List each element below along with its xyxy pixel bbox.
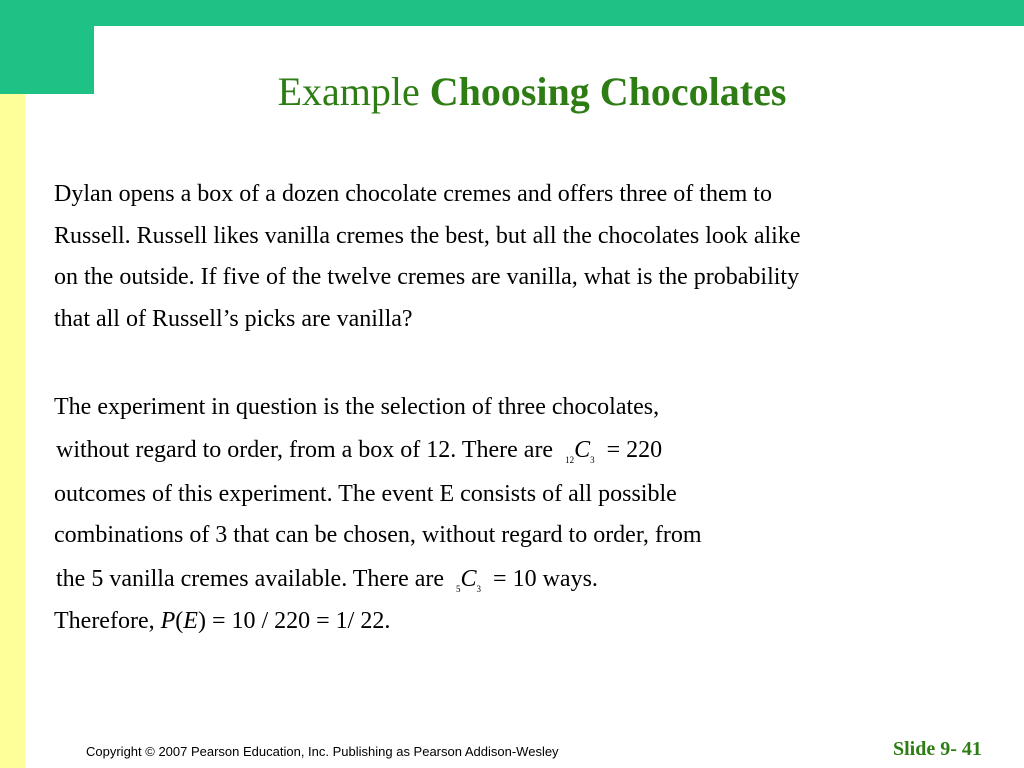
paren-close: ) [197, 608, 206, 634]
problem-line: Russell. Russell likes vanilla cremes the best, but all the chocolates look alike [54, 222, 801, 249]
probability-p: P [160, 608, 176, 634]
problem-paragraph [54, 174, 801, 340]
event-e: E [183, 608, 198, 634]
copyright-notice: Copyright © 2007 Pearson Education, Inc. Publishing as Pearson Addison-Wesley [86, 744, 559, 759]
solution-line-5-text: the 5 vanilla cremes available. There are [56, 566, 445, 592]
combination-k: 3 [476, 584, 482, 594]
combination-result: = 10 [493, 566, 537, 592]
side-accent-bar [0, 94, 25, 768]
title-bold: Choosing Chocolates [429, 69, 787, 114]
combination-symbol: C [460, 566, 477, 592]
solution-line-2-text: without regard to order, from a box of 12. There are [56, 437, 554, 463]
probability-result: = 10 / 220 = 1/ 22. [205, 608, 391, 634]
combination-12-choose-3 [559, 437, 662, 463]
probability-expression [161, 608, 391, 634]
combination-5-choose-3 [450, 566, 537, 592]
title-prefix: Example [277, 69, 420, 114]
solution-line-6-text: Therefore, [54, 608, 155, 634]
solution-line-5 [56, 564, 598, 598]
solution-line-3: outcomes of this experiment. The event E consists of all possible [54, 481, 677, 507]
solution-line-6 [54, 606, 390, 636]
solution-line-5-end: ways. [542, 566, 598, 592]
slide-title [0, 68, 1024, 116]
paren-open: ( [175, 608, 184, 634]
problem-line: Dylan opens a box of a dozen chocolate cremes and offers three of them to [54, 181, 772, 207]
problem-line: on the outside. If five of the twelve cremes are vanilla, what is the probability [54, 264, 800, 290]
problem-line: that all of Russell’s picks are vanilla? [54, 305, 413, 332]
combination-symbol: C [574, 437, 591, 463]
combination-n: 5 [456, 584, 461, 594]
solution-line-2 [56, 435, 662, 469]
combination-k: 3 [590, 455, 595, 465]
solution-line-1: The experiment in question is the selection of three chocolates, [54, 394, 660, 420]
combination-n: 12 [565, 455, 575, 465]
combination-result: = 220 [606, 437, 663, 463]
solution-line-4: combinations of 3 that can be chosen, without regard to order, from [54, 522, 702, 548]
top-accent-bar [0, 0, 1024, 26]
slide-number: Slide 9- 41 [893, 738, 982, 760]
